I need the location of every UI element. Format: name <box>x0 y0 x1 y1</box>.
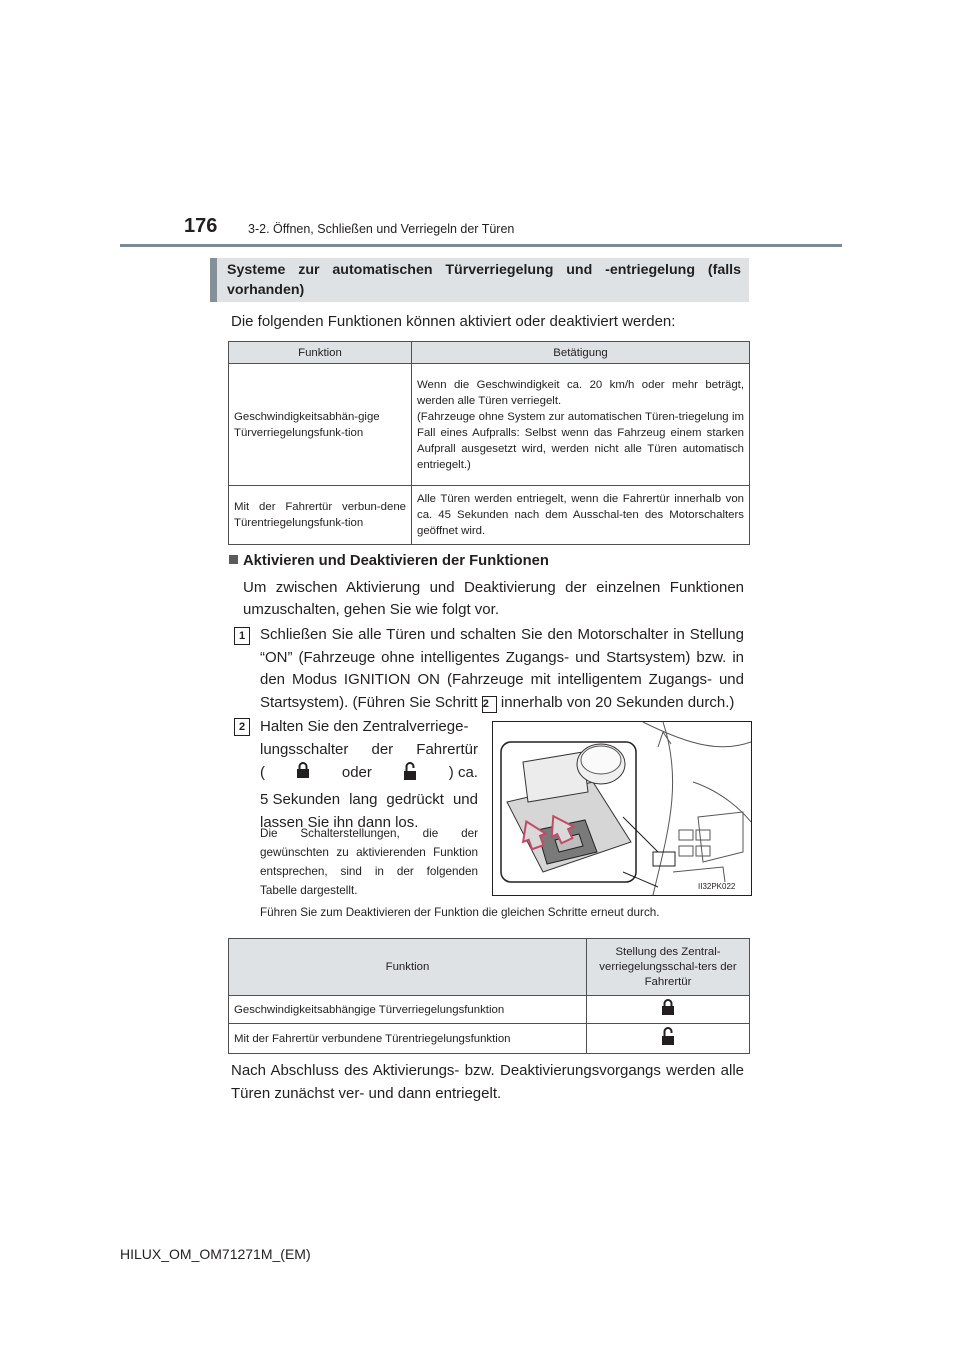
paren-open: ( <box>260 764 265 781</box>
table-cell: Mit der Fahrertür verbundene Türentriegelungsfunktion <box>229 1024 587 1054</box>
figure-code: II32PK022 <box>698 882 736 891</box>
table-row <box>229 364 750 486</box>
table-cell: Geschwindigkeitsabhän-gige Türverriegelungsfunk-tion <box>229 364 412 486</box>
table-cell: Alle Türen werden entriegelt, wenn die Fahrertür innerhalb von ca. 45 Sekunden nach dem Ausschal-ten des Motorschalters geöffnet wird. <box>412 486 750 545</box>
square-bullet-icon <box>229 555 238 564</box>
oder-text: oder <box>341 764 372 781</box>
cell-text: Wenn die Geschwindigkeit ca. 20 km/h oder mehr beträgt, werden alle Türen verriegelt. <box>417 378 744 407</box>
lock-open-icon <box>403 761 417 788</box>
table-header-cell: Funktion <box>229 939 587 996</box>
paren-close: ) ca. <box>448 764 478 781</box>
intro-text: Die folgenden Funktionen können aktiviert oder deaktiviert werden: <box>231 313 676 330</box>
lock-open-icon <box>661 1037 675 1049</box>
deactivation-note: Führen Sie zum Deaktivieren der Funktion die gleichen Schritte erneut durch. <box>260 906 660 919</box>
step-1-text-a: Schließen Sie alle Türen und schalten Sie den Motorschalter in Stellung “ON” (Fahrzeuge ohne intelligentes Zugangs- und Startsystem) bzw. in den Modus IGNITION ON (Fahrzeuge mit intelligentem Zugangs- und Startsystem). (Führen Sie Schritt <box>260 626 744 711</box>
table-cell <box>587 996 750 1024</box>
step-2-line: 5 Sekunden lang gedrückt und <box>260 791 478 808</box>
step-1-text <box>260 624 744 714</box>
box-heading: Systeme zur automatischen Türverriegelung und -entriegelung (falls vorhanden) <box>210 258 749 302</box>
instructions-paragraph: Um zwischen Aktivierung und Deaktivierung der einzelnen Funktionen umzuschalten, gehen Sie wie folgt vor. <box>243 579 744 618</box>
table-header-cell: Funktion <box>229 342 412 364</box>
step-2-line: lassen Sie ihn dann los. <box>260 814 419 831</box>
table-header-cell: Betätigung <box>412 342 750 364</box>
table-cell <box>412 364 750 486</box>
closing-paragraph: Nach Abschluss des Aktivierungs- bzw. Deaktivierungsvorgangs werden alle Türen zunächst ver- und dann entriegelt. <box>231 1062 744 1102</box>
table-row <box>229 1024 750 1054</box>
footer-code: HILUX_OM_OM71271M_(EM) <box>120 1246 311 1262</box>
subheading-text: Aktivieren und Deaktivieren der Funktionen <box>243 553 549 569</box>
step-reference-2: 2 <box>482 696 497 713</box>
header-divider <box>120 244 842 247</box>
step-2-text <box>260 715 478 834</box>
table-cell: Geschwindigkeitsabhängige Türverriegelungsfunktion <box>229 996 587 1024</box>
lock-closed-icon <box>661 1007 675 1019</box>
table-header-row <box>229 939 750 996</box>
step-2-line: Halten Sie den Zentralverriege- <box>260 718 469 735</box>
step-number-1: 1 <box>234 627 250 645</box>
table-cell: Mit der Fahrertür verbun-dene Türentriegelungsfunk-tion <box>229 486 412 545</box>
step-2-line <box>260 761 478 788</box>
subheading <box>229 553 549 569</box>
switch-position-table <box>228 938 750 1054</box>
step-number-2: 2 <box>234 718 250 736</box>
functions-table <box>228 341 750 545</box>
step-2-note: Die Schalterstellungen, die der gewünschten zu aktivierenden Funktion entsprechen, sind in der folgenden Tabelle dargestellt. <box>260 827 478 897</box>
table-row <box>229 486 750 545</box>
lock-closed-icon <box>296 761 310 788</box>
table-header-row <box>229 342 750 364</box>
page-number: 176 <box>184 215 218 237</box>
table-cell <box>587 1024 750 1054</box>
step-1-text-b: innerhalb von 20 Sekunden durch.) <box>500 693 735 711</box>
section-title: 3-2. Öffnen, Schließen und Verriegeln der Türen <box>248 222 515 236</box>
cell-text: (Fahrzeuge ohne System zur automatischen Türen-triegelung im Fall eines Aufpralls: Selbst wenn das Fahrzeug einem starken Aufprall ausgesetzt wird, werden nicht alle Türen automatisch entriegelt.) <box>417 410 744 471</box>
door-switch-illustration <box>492 721 752 896</box>
table-header-cell: Stellung des Zentral-verriegelungsschal-ters der Fahrertür <box>587 939 750 996</box>
step-2-line: lungsschalter der Fahrertür <box>260 741 478 758</box>
table-row <box>229 996 750 1024</box>
